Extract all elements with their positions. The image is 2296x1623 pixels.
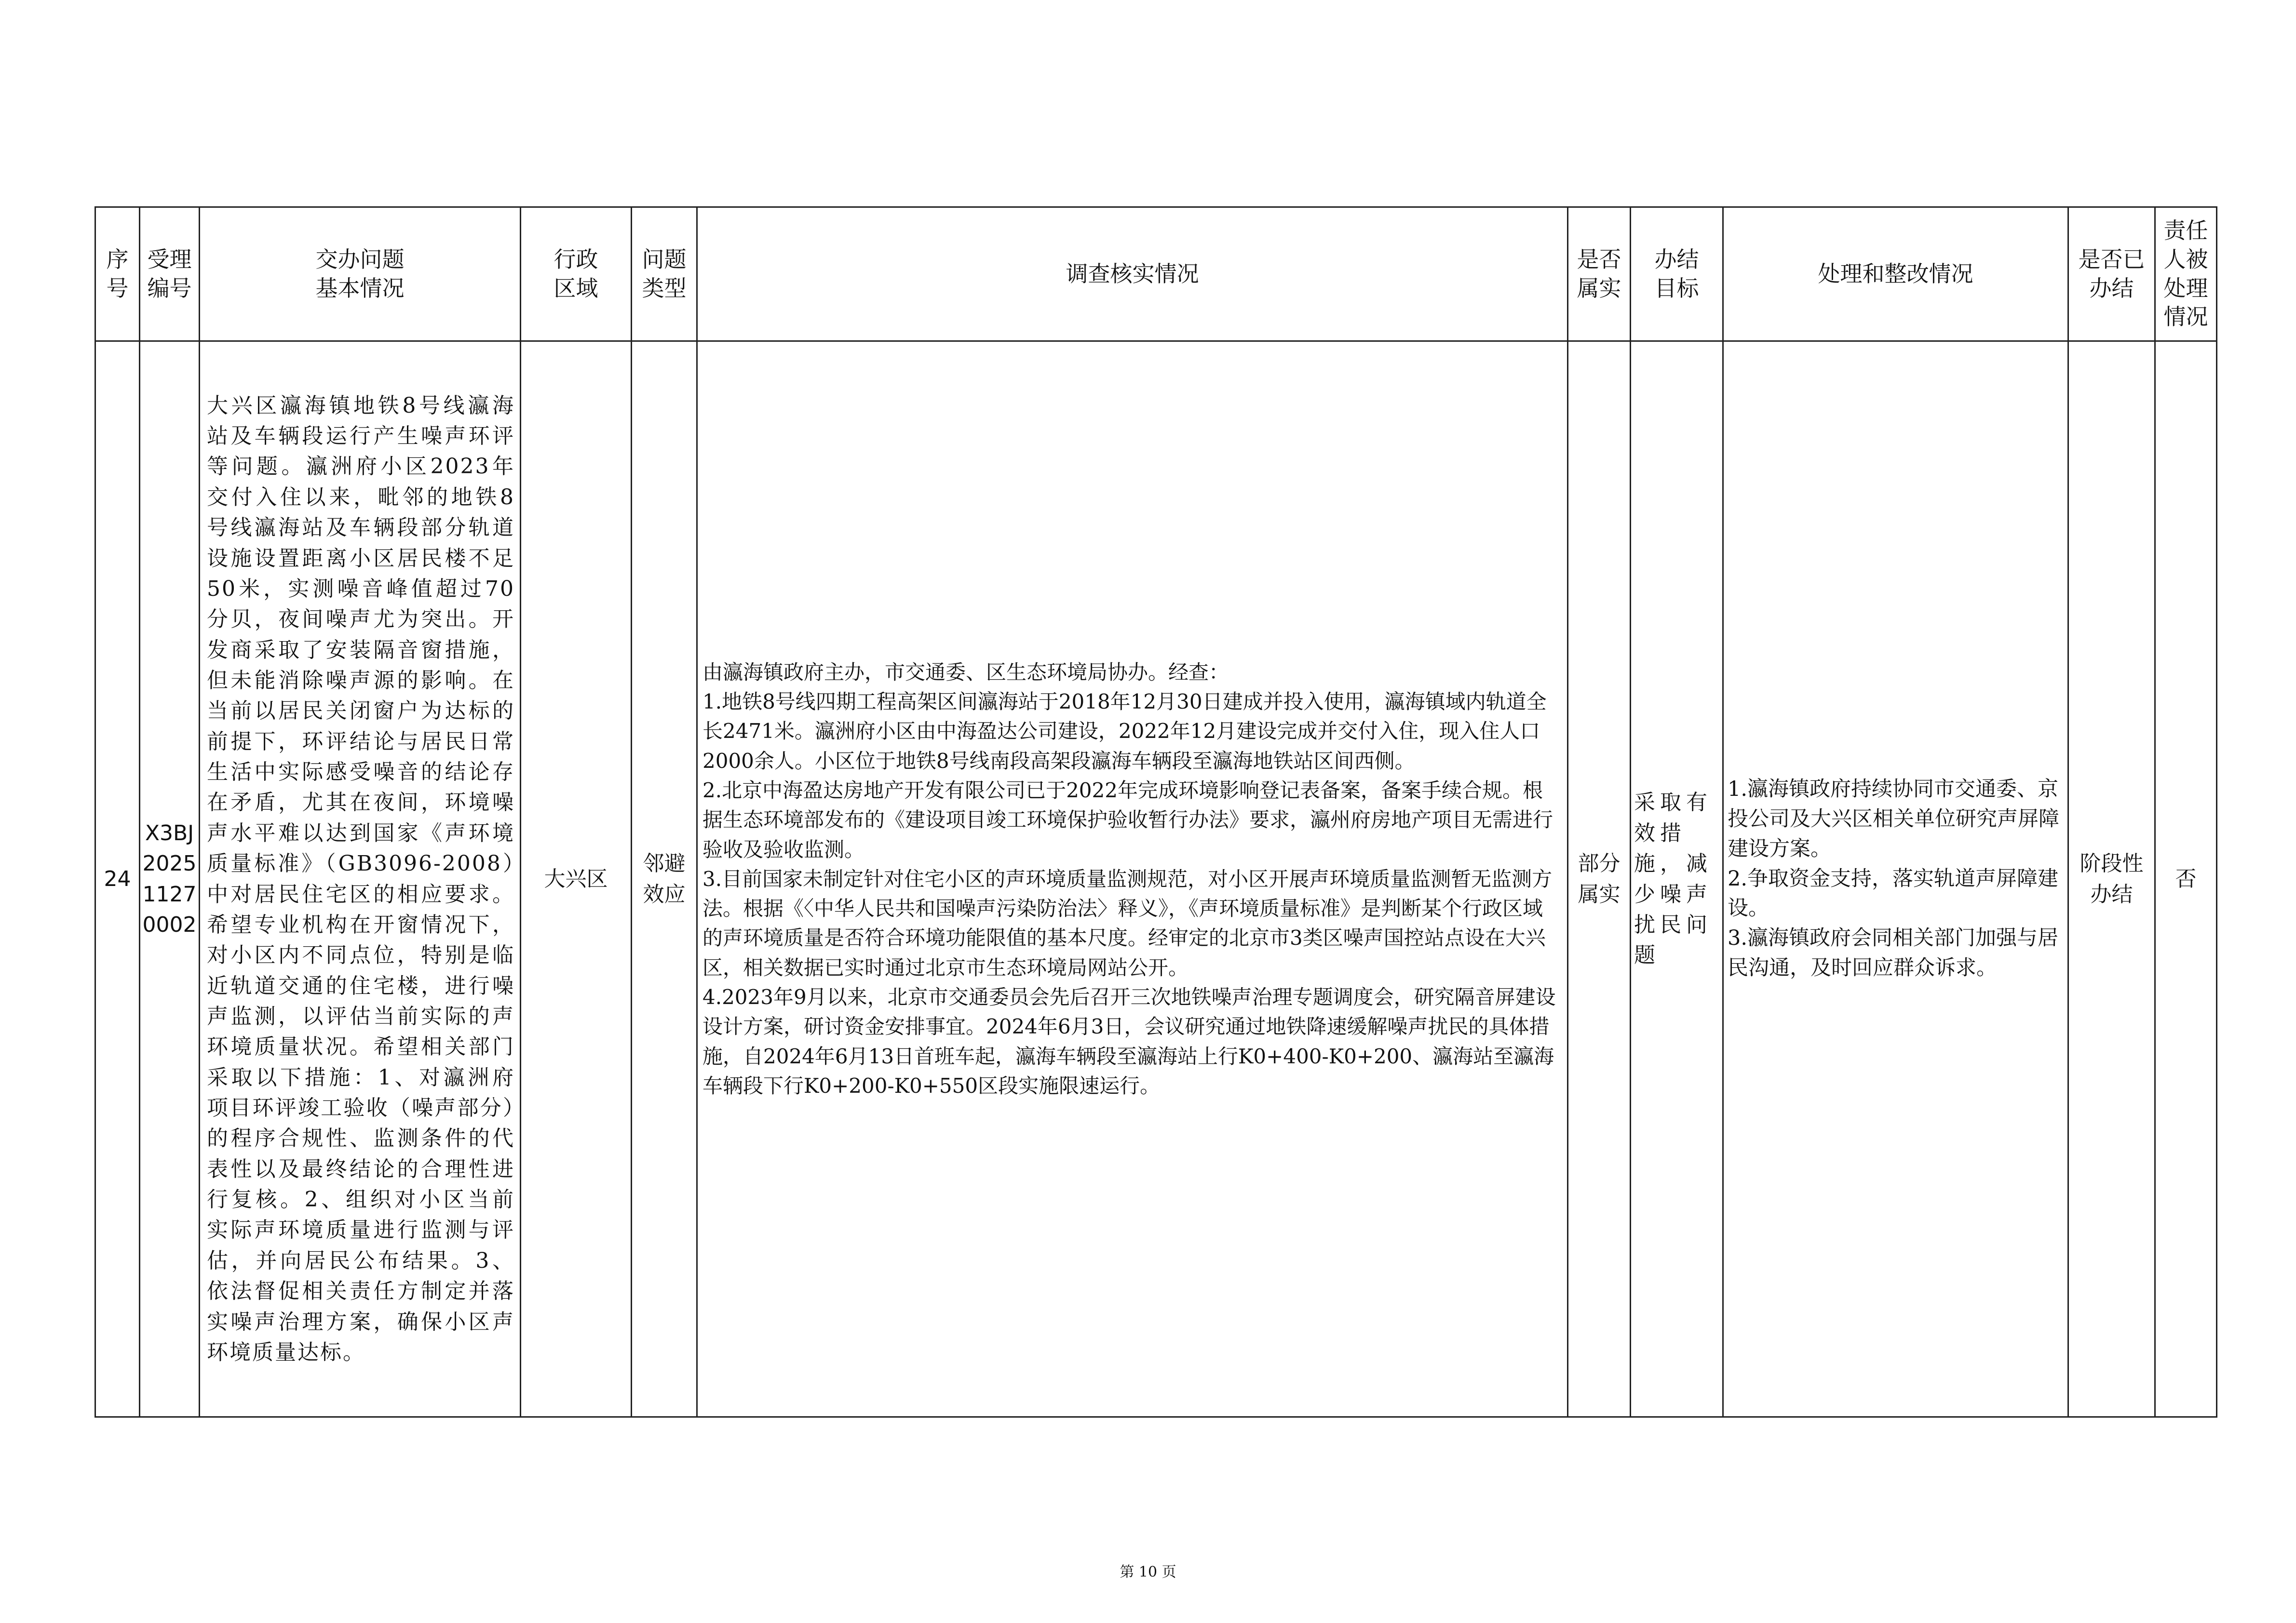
cell-district: 大兴区 [521,341,632,1417]
header-closed: 是否已 办结 [2068,207,2155,341]
cell-accountability: 否 [2155,341,2217,1417]
header-handling: 处理和整改情况 [1723,207,2068,341]
cell-handling: 1.瀛海镇政府持续协同市交通委、京投公司及大兴区相关单位研究声屏障建设方案。 2.争取资金支持，落实轨道声屏障建设。 3.瀛海镇政府会同相关部门加强与居民沟通，及时回应群众诉求。 [1723,341,2068,1417]
cell-seq: 24 [95,341,140,1417]
cell-investigation: 由瀛海镇政府主办，市交通委、区生态环境局协办。经查： 1.地铁8号线四期工程高架区间瀛海站于2018年12月30日建成并投入使用，瀛海镇域内轨道全长2471米。瀛洲府小区由中海盈达公司建设，2022年12月建设完成并交付入住，现入住人口2000余人。小区位于地铁8号线南段高架段瀛海车辆段至瀛海地铁站区间西侧。 2.北京中海盈达房地产开发有限公司已于2022年完成环境影响登记表备案，备案手续合规。根据生态环境部发布的《建设项目竣工环境保护验收暂行办法》要求，瀛州府房地产项目无需进行验收及验收监测。 3.目前国家未制定针对住宅小区的声环境质量监测规范，对小区开展声环境质量监测暂无监测方法。根据《〈中华人民共和国噪声污染防治法〉释义》，《声环境质量标准》是判断某个行政区域的声环境质量是否符合环境功能限值的基本尺度。经审定的北京市3类区噪声国控站点设在大兴区，相关数据已实时通过北京市生态环境局网站公开。 4.2023年9月以来，北京市交通委员会先后召开三次地铁噪声治理专题调度会，研究隔音屏建设设计方案，研讨资金安排事宜。2024年6月3日，会议研究通过地铁降速缓解噪声扰民的具体措施，自2024年6月13日首班车起，瀛海车辆段至瀛海站上行K0+400-K0+200、瀛海站至瀛海车辆段下行K0+200-K0+550区段实施限速运行。 [697,341,1568,1417]
cell-case-id: X3BJ 2025 1127 0002 [140,341,200,1417]
header-verified: 是否 属实 [1568,207,1631,341]
cell-goal: 采取有效措施，减少噪声扰民问题 [1631,341,1723,1417]
cell-basic-info: 大兴区瀛海镇地铁8号线瀛海站及车辆段运行产生噪声环评等问题。瀛洲府小区2023年交付入住以来，毗邻的地铁8号线瀛海站及车辆段部分轨道设施设置距离小区居民楼不足50米，实测噪音峰值超过70分贝，夜间噪声尤为突出。开发商采取了安装隔音窗措施，但未能消除噪声源的影响。在当前以居民关闭窗户为达标的前提下，环评结论与居民日常生活中实际感受噪音的结论存在矛盾，尤其在夜间，环境噪声水平难以达到国家《声环境质量标准》（GB3096-2008）中对居民住宅区的相应要求。希望专业机构在开窗情况下，对小区内不同点位，特别是临近轨道交通的住宅楼，进行噪声监测，以评估当前实际的声环境质量状况。希望相关部门采取以下措施：1、对瀛洲府项目环评竣工验收（噪声部分）的程序合规性、监测条件的代表性以及最终结论的合理性进行复核。2、组织对小区当前实际声环境质量进行监测与评估，并向居民公布结果。3、依法督促相关责任方制定并落实噪声治理方案，确保小区声环境质量达标。 [200,341,521,1417]
header-district: 行政 区域 [521,207,632,341]
complaint-table [95,206,2217,1418]
header-goal: 办结 目标 [1631,207,1723,341]
page-number: 第 10 页 [1120,1564,1176,1581]
header-accountability: 责任 人被 处理 情况 [2155,207,2217,341]
header-seq: 序 号 [95,207,140,341]
header-investigation: 调查核实情况 [697,207,1568,341]
header-case-id: 受理 编号 [140,207,200,341]
table-header-row [95,207,2217,341]
cell-issue-type: 邻避 效应 [632,341,697,1417]
cell-closed: 阶段性 办结 [2068,341,2155,1417]
header-issue-type: 问题 类型 [632,207,697,341]
cell-verified: 部分 属实 [1568,341,1631,1417]
header-basic-info: 交办问题 基本情况 [200,207,521,341]
table-row [95,341,2217,1417]
